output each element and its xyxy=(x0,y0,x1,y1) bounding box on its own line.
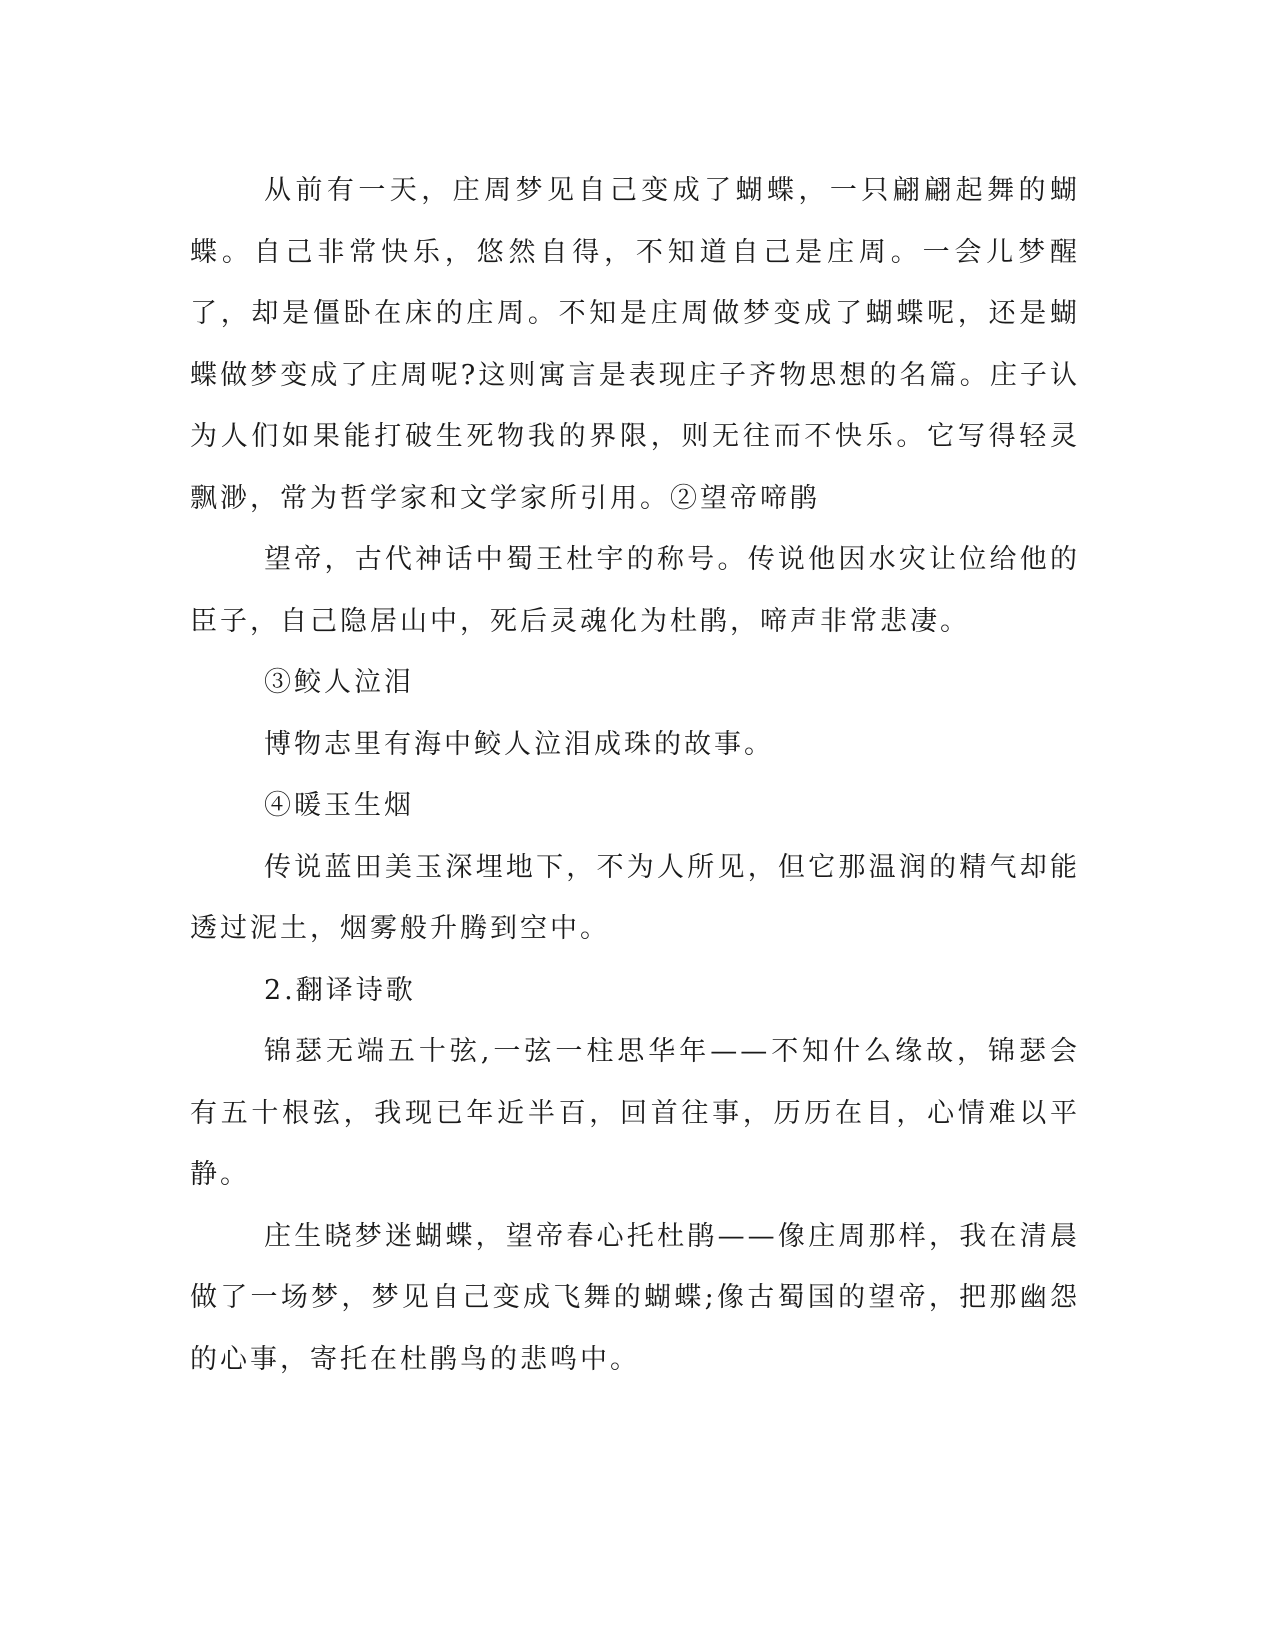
heading-nuanyu: ④暖玉生烟 xyxy=(264,790,414,821)
paragraph-translation-1: 锦瑟无端五十弦,一弦一柱思华年——不知什么缘故，锦瑟会有五十根弦，我现已年近半百，回首往事，历历在目，心情难以平静。 xyxy=(190,1036,1080,1190)
paragraph-zhuangzhou-dream: 从前有一天，庄周梦见自己变成了蝴蝶，一只翩翩起舞的蝴蝶。自己非常快乐，悠然自得，不知道自己是庄周。一会儿梦醒了，却是僵卧在床的庄周。不知是庄周做梦变成了蝴蝶呢，还是蝴蝶做梦变成了庄周呢?这则寓言是表现庄子齐物思想的名篇。庄子认为人们如果能打破生死物我的界限，则无往而不快乐。它写得轻灵飘渺，常为哲学家和文学家所引用。②望帝啼鹃 xyxy=(190,175,1080,514)
paragraph-translation-2: 庄生晓梦迷蝴蝶，望帝春心托杜鹃——像庄周那样，我在清晨做了一场梦，梦见自己变成飞舞的蝴蝶;像古蜀国的望帝，把那幽怨的心事，寄托在杜鹃鸟的悲鸣中。 xyxy=(190,1220,1080,1375)
document-page xyxy=(190,160,1080,1390)
paragraph-wangdi: 望帝，古代神话中蜀王杜宇的称号。传说他因水灾让位给他的臣子，自己隐居山中，死后灵魂化为杜鹃，啼声非常悲凄。 xyxy=(190,544,1080,637)
paragraph-nuanyu: 传说蓝田美玉深埋地下，不为人所见，但它那温润的精气却能透过泥土，烟雾般升腾到空中。 xyxy=(190,851,1080,944)
heading-jiaoren: ③鲛人泣泪 xyxy=(264,667,414,698)
paragraph-jiaoren: 博物志里有海中鲛人泣泪成珠的故事。 xyxy=(264,728,774,760)
heading-translation: 2.翻译诗歌 xyxy=(264,974,416,1006)
